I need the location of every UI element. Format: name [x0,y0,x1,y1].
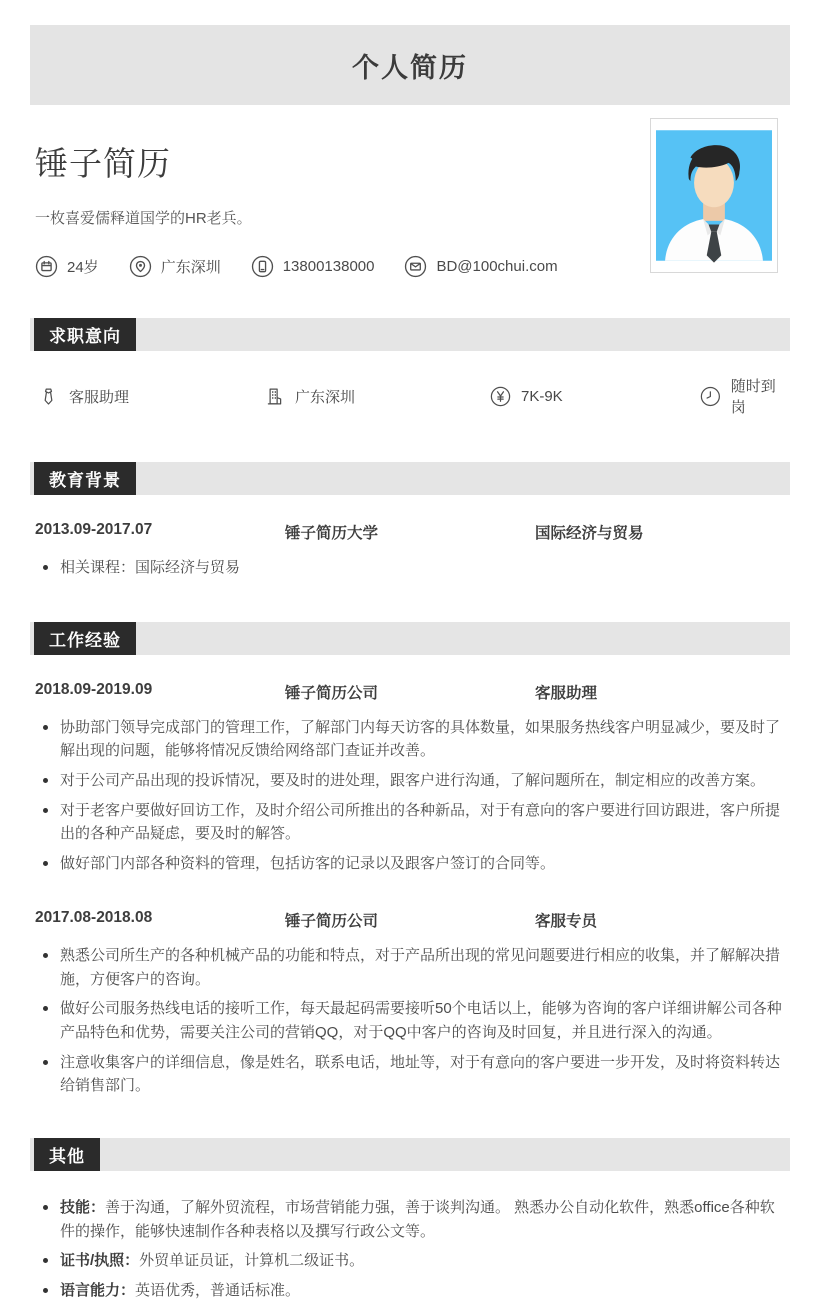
contact-email-text: BD@100chui.com [436,258,558,275]
section-header-education [30,462,790,495]
job1-role: 客服助理 [535,684,598,702]
intention-position [38,386,264,407]
building-icon [264,386,285,407]
section-title-intention: 求职意向 [34,318,136,351]
intention-salary-text: 7K-9K [521,387,563,405]
candidate-tagline: 一枚喜爱儒释道国学的HR老兵。 [35,210,252,227]
tie-icon [38,386,59,407]
other-cert-label: 证书/执照： [60,1252,140,1270]
intention-city-text: 广东深圳 [295,388,356,406]
section-header-intention [30,318,790,351]
education-period: 2013.09-2017.07 [35,521,153,538]
list-item: 对于公司产品出现的投诉情况，要及时的进处理，跟客户进行沟通，了解问题所在，制定相应的改善方案。 [38,769,788,793]
education-entry-row [35,521,790,543]
page-title: 个人简历 [352,52,468,83]
clock-icon [700,386,721,407]
list-item: 做好部门内部各种资料的管理，包括访客的记录以及跟客户签订的合同等。 [38,852,788,876]
list-item [38,1279,788,1303]
yen-icon [490,386,511,407]
phone-icon [251,255,274,278]
other-skill-text: 善于沟通，了解外贸流程，市场营销能力强，善于谈判沟通。 熟悉办公自动化软件，熟悉office各种软件的操作，能够快速制作各种表格以及撰写行政公文等。 [60,1198,775,1240]
contact-email [404,255,557,278]
other-cert-text: 外贸单证员证，计算机二级证书。 [139,1252,365,1270]
list-item: 做好公司服务热线电话的接听工作，每天最起码需要接听50个电话以上，能够为咨询的客户详细讲解公司各种产品特色和优势，需要关注公司的营销QQ，对于QQ中客户的咨询及时回复，并且进行深入的沟通。 [38,997,788,1044]
page-title-band [30,25,790,105]
education-bullets [38,556,788,580]
contact-phone-text: 13800138000 [282,258,375,275]
contact-age-text: 24岁 [67,259,99,276]
job1-company: 锤子简历公司 [285,684,379,702]
contact-location [129,255,221,278]
list-item: 协助部门领导完成部门的管理工作，了解部门内每天访客的具体数量，如果服务热线客户明显减少，要及时了解出现的问题，能够将情况反馈给网络部门查证并改善。 [38,716,788,763]
intro-block [35,138,790,288]
section-header-other [30,1138,790,1171]
other-language-label: 语言能力： [60,1282,136,1299]
contact-age [35,255,99,278]
intention-city [264,386,490,407]
other-bullets [38,1196,788,1303]
list-item [38,1196,788,1243]
list-item: 熟悉公司所生产的各种机械产品的功能和特点，对于产品所出现的常见问题要进行相应的收集，并了解解决措施，方便客户的咨询。 [38,944,788,991]
section-title-other: 其他 [34,1138,100,1171]
job2-bullets [38,944,788,1098]
contact-phone [251,255,375,278]
contact-location-text: 广东深圳 [160,259,221,276]
list-item: 对于老客户要做好回访工作，及时介绍公司所推出的各种新品，对于有意向的客户要进行回访跟进，客户所提出的各种产品疑虑，要及时的解答。 [38,799,788,846]
other-language-text: 英语优秀，普通话标准。 [135,1282,301,1299]
email-icon [404,255,427,278]
job2-entry-row [35,909,790,931]
job2-company: 锤子简历公司 [285,912,379,930]
candidate-name: 锤子简历 [35,145,171,182]
job1-entry-row [35,681,790,703]
intention-availability-text: 随时到岗 [730,378,776,416]
job1-period: 2018.09-2019.09 [35,680,153,698]
location-icon [129,255,152,278]
education-school: 锤子简历大学 [285,525,379,542]
job2-period: 2017.08-2018.08 [35,908,153,926]
contact-row [35,255,790,278]
intention-position-text: 客服助理 [69,388,130,406]
list-item: 相关课程：国际经济与贸易 [38,556,788,580]
section-header-experience [30,622,790,655]
intention-salary [490,386,700,407]
calendar-icon [35,255,58,278]
job2-role: 客服专员 [535,912,598,930]
list-item [38,1249,788,1273]
job1-bullets [38,716,788,876]
intention-availability [700,375,790,417]
list-item: 注意收集客户的详细信息，像是姓名，联系电话，地址等，对于有意向的客户要进一步开发，及时将资料转达给销售部门。 [38,1051,788,1098]
section-title-experience: 工作经验 [34,622,136,655]
other-skill-label: 技能： [60,1198,106,1216]
education-major: 国际经济与贸易 [535,525,644,542]
section-title-education: 教育背景 [34,462,136,495]
intention-row [38,375,790,417]
